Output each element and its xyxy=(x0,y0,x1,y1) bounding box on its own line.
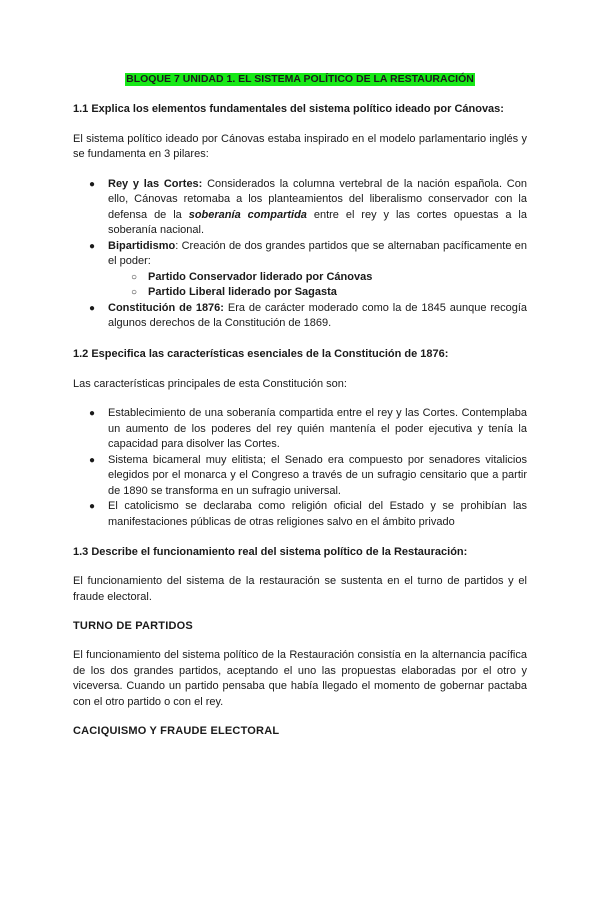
question-1-heading: 1.1 Explica los elementos fundamentales del sistema político ideado por Cánovas: xyxy=(73,102,504,115)
list-item-rey-cortes: ● Rey y las Cortes: Considerados la columna vertebral de la nación española. Con ello, Cánovas retomaba a los planteamientos del liberalismo conservador con la defensa de la soberanía compartida entre el rey y las cortes opuestas a la soberanía nacional. xyxy=(89,177,527,236)
question-2-intro: Las características principales de esta Constitución son: xyxy=(73,377,347,390)
bullet-icon: ● xyxy=(89,501,96,512)
question-2-list xyxy=(73,406,527,530)
question-3-heading: 1.3 Describe el funcionamiento real del sistema político de la Restauración: xyxy=(73,546,468,558)
hollow-bullet-icon: ○ xyxy=(131,271,138,283)
list-item: ● Establecimiento de una soberanía compartida entre el rey y las Cortes. Contemplaba un aumento de los poderes del rey quién mantenía el poder ejecutiva y tenía la capacidad para disolver las Cortes. xyxy=(89,407,527,450)
list-item-bipartidismo: ● Bipartidismo: Creación de dos grandes partidos que se alternaban pacíficamente en el poder: xyxy=(89,239,527,267)
section-turno-partidos-text: El funcionamiento del sistema político de la Restauración consistía en la alternancia pacífica de los dos grandes partidos, aceptando el uno las propuestas elaboradas por el otro y viceversa. Cuando un partido pensaba que había llegado el momento de gobernar pactaba con el otro partido o con el rey. xyxy=(73,649,527,708)
list-item: ● Sistema bicameral muy elitista; el Senado era compuesto por senadores vitalicios elegidos por el monarca y el Congreso a través de un sufragio censitario que a partir de 1890 se transforma en un sufragio universal. xyxy=(89,453,527,497)
bullet-icon: ● xyxy=(89,454,96,466)
document-title: BLOQUE 7 UNIDAD 1. EL SISTEMA POLÍTICO DE LA RESTAURACIÓN xyxy=(126,73,474,85)
section-caciquismo-title: CACIQUISMO Y FRAUDE ELECTORAL xyxy=(73,725,280,737)
list-item: ● El catolicismo se declaraba como religión oficial del Estado y se prohibían las manifestaciones públicas de otras religiones salvo en el ámbito privado xyxy=(89,500,527,528)
bullet-icon: ● xyxy=(89,408,96,419)
bullet-icon: ● xyxy=(89,240,96,252)
bullet-icon: ● xyxy=(89,178,96,190)
question-1-intro: El sistema político ideado por Cánovas estaba inspirado en el modelo parlamentario inglés y se fundamenta en 3 pilares: xyxy=(73,132,527,160)
sub-item-liberal: ○ Partido Liberal liderado por Sagasta xyxy=(73,285,527,301)
bullet-icon: ● xyxy=(89,302,96,314)
list-item-constitucion: ● Constitución de 1876: Era de carácter moderado como la de 1845 aunque recogía algunos derechos de la Constitución de 1869. xyxy=(89,301,528,329)
sub-item-conservador: ○ Partido Conservador liderado por Cánovas xyxy=(73,270,527,286)
hollow-bullet-icon: ○ xyxy=(131,287,138,298)
question-1-list xyxy=(73,177,527,332)
question-2-heading: 1.2 Especifica las características esenciales de la Constitución de 1876: xyxy=(73,347,449,360)
question-3-intro: El funcionamiento del sistema de la restauración se sustenta en el turno de partidos y el fraude electoral. xyxy=(73,575,527,603)
document-page xyxy=(0,72,600,920)
section-turno-partidos-title: TURNO DE PARTIDOS xyxy=(73,620,193,632)
